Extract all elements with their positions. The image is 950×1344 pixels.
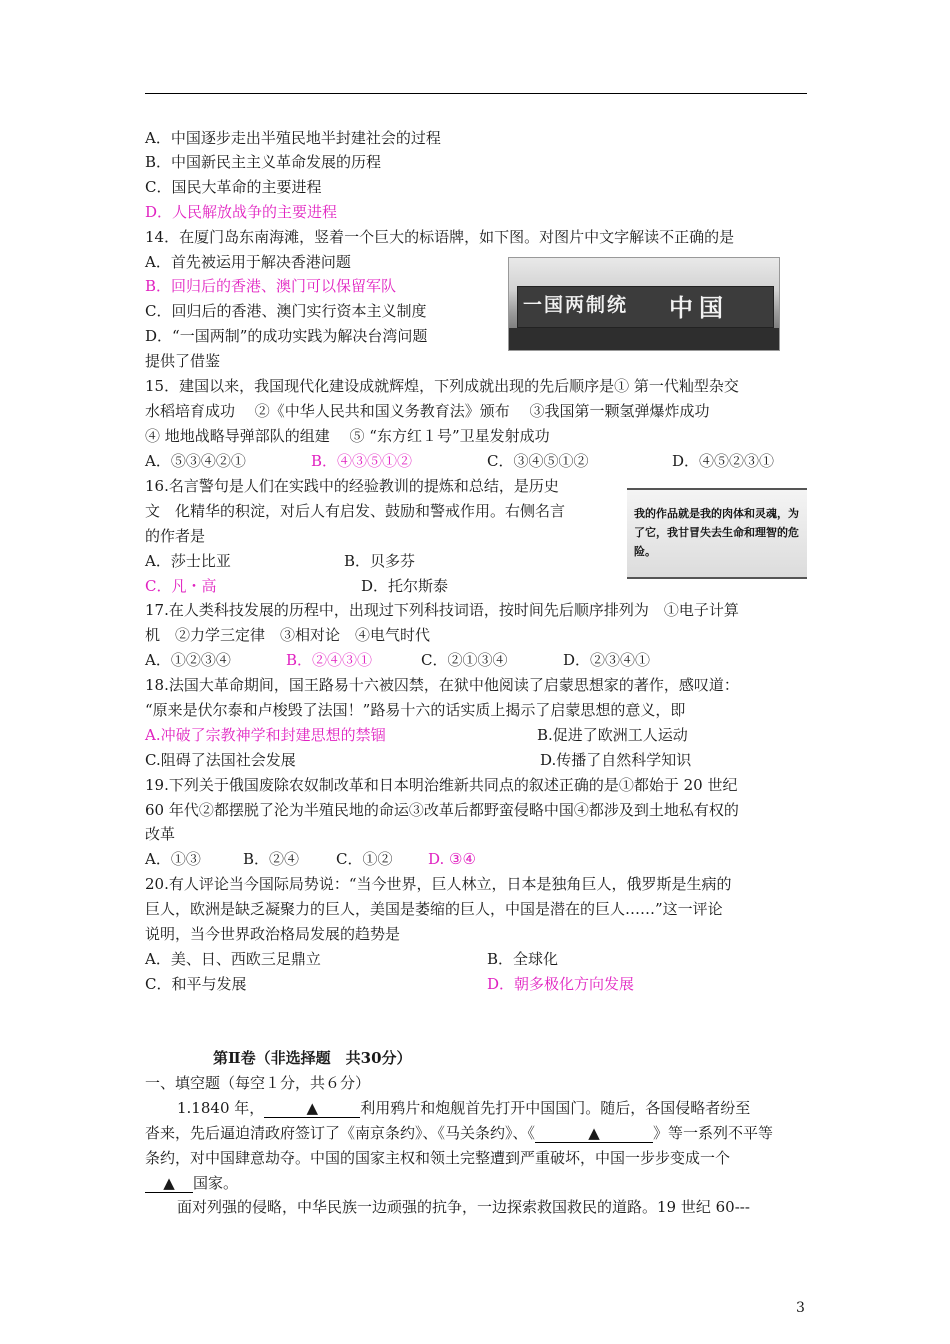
fill-in-line1 — [177, 1096, 750, 1120]
q20-option-b[interactable]: B．全球化 — [487, 950, 559, 968]
q18-option-c[interactable]: C.阻碍了法国社会发展 — [145, 751, 296, 769]
fill-in-line3: 条约，对中国肆意劫夺。中国的国家主权和领土完整遭到严重破坏，中国一步步变成一个 — [145, 1149, 731, 1167]
q19-option-a[interactable]: A．①③ — [145, 850, 201, 868]
q14-option-a[interactable]: A．首先被运用于解决香港问题 — [145, 253, 351, 271]
fill-in-text: 》等一系列不平等 — [653, 1124, 774, 1142]
q19-option-c[interactable]: C．①② — [336, 850, 393, 868]
q18-option-a-answer[interactable]: A.冲破了宗教神学和封建思想的禁锢 — [145, 726, 386, 744]
q14-option-b-answer[interactable]: B．回归后的香港、澳门可以保留军队 — [145, 277, 397, 295]
q15-stem-line2: 水稻培育成功 ②《中华人民共和国义务教育法》颁布 ③我国第一颗氢弹爆炸成功 — [145, 402, 710, 420]
q17-option-c[interactable]: C．②①③④ — [421, 651, 508, 669]
fill-in-line2 — [145, 1121, 773, 1145]
q20-stem-line3: 说明，当今世界政治格局发展的趋势是 — [145, 925, 401, 943]
q20-option-c[interactable]: C．和平与发展 — [145, 975, 247, 993]
q17-option-b-answer[interactable]: B．②④③① — [286, 651, 373, 669]
q18-stem-line2: “原来是伏尔泰和卢梭毁了法国！”路易十六的话实质上揭示了启蒙思想的意义，即 — [145, 701, 686, 719]
q13-option-a[interactable]: A．中国逐步走出半殖民地半封建社会的过程 — [145, 129, 441, 147]
fill-in-line4 — [145, 1171, 238, 1195]
q19-stem-line2: 60 年代②都摆脱了沦为半殖民地的命运③改革后都野蛮侵略中国④都涉及到土地私有权的 — [145, 801, 739, 819]
header-rule — [145, 93, 807, 94]
q13-option-b[interactable]: B．中国新民主主义革命发展的历程 — [145, 153, 382, 171]
slogan-billboard-photo — [508, 257, 780, 351]
q20-stem-line2: 巨人，欧洲是缺乏凝聚力的巨人，美国是萎缩的巨人，中国是潜在的巨人……”这一评论 — [145, 900, 723, 918]
part2-title: 第Ⅱ卷（非选择题 共30分） — [213, 1049, 412, 1067]
fill-in-text: 利用鸦片和炮舰首先打开中国国门。随后，各国侵略者纷至 — [360, 1099, 751, 1117]
q16-option-c-answer[interactable]: C．凡・高 — [145, 577, 217, 595]
q16-stem-line1: 16.名言警句是人们在实践中的经验教训的提炼和总结，是历史 — [145, 477, 559, 495]
q16-stem-line2: 文 化精华的积淀，对后人有启发、鼓励和警戒作用。右侧名言 — [145, 502, 566, 520]
q15-option-b-answer[interactable]: B．④③⑤①② — [311, 452, 413, 470]
q14-stem: 14．在厦门岛东南海滩，竖着一个巨大的标语牌，如下图。对图片中文字解读不正确的是 — [145, 228, 735, 246]
q18-option-d[interactable]: D.传播了自然科学知识 — [540, 751, 692, 769]
q17-stem-line1: 17.在人类科技发展的历程中，出现过下列科技词语，按时间先后顺序排列为 ①电子计算 — [145, 601, 739, 619]
answer-blank-1[interactable]: ▲ — [264, 1099, 360, 1118]
fill-in-text: 国家。 — [193, 1174, 239, 1192]
q14-option-d[interactable]: D．“一国两制”的成功实践为解决台湾问题 — [145, 327, 428, 345]
q16-option-b[interactable]: B．贝多芬 — [344, 552, 416, 570]
q14-option-c[interactable]: C．回归后的香港、澳门实行资本主义制度 — [145, 302, 427, 320]
q18-option-b[interactable]: B.促进了欧洲工人运动 — [537, 726, 688, 744]
q17-option-a[interactable]: A．①②③④ — [145, 651, 231, 669]
fill-in-line5: 面对列强的侵略，中华民族一边顽强的抗争，一边探索救国救民的道路。19 世纪 60--- — [177, 1198, 750, 1216]
q19-option-d-answer[interactable]: D. ③④ — [428, 850, 476, 868]
fill-in-text: 1.1840 年， — [177, 1099, 265, 1117]
q17-option-d[interactable]: D．②③④① — [563, 651, 651, 669]
q14-option-d-cont: 提供了借鉴 — [145, 352, 221, 370]
q15-stem-line3: ④ 地地战略导弹部队的组建 ⑤ “东方红１号”卫星发射成功 — [145, 427, 550, 445]
q18-stem-line1: 18.法国大革命期间，国王路易十六被囚禁，在狱中他阅读了启蒙思想家的著作，感叹道： — [145, 676, 739, 694]
q19-stem-line1: 19.下列关于俄国废除农奴制改革和日本明治维新共同点的叙述正确的是①都始于 20 世纪 — [145, 776, 738, 794]
q15-option-a[interactable]: A．⑤③④②① — [145, 452, 246, 470]
billboard-text-left: 一国两制统 — [523, 294, 629, 316]
q16-option-d[interactable]: D．托尔斯泰 — [361, 577, 449, 595]
q15-option-c[interactable]: C．③④⑤①② — [487, 452, 589, 470]
billboard-text-right: 中国 — [669, 294, 729, 322]
quote-image — [627, 488, 807, 579]
q13-option-c[interactable]: C．国民大革命的主要进程 — [145, 178, 322, 196]
q16-stem-line3: 的作者是 — [145, 527, 206, 545]
answer-blank-3[interactable]: ▲ — [145, 1174, 193, 1193]
fill-in-section-heading: 一、填空题（每空１分，共６分） — [145, 1074, 371, 1092]
q15-stem-line1: 15．建国以来，我国现代化建设成就辉煌，下列成就出现的先后顺序是① 第一代籼型杂交 — [145, 377, 739, 395]
q19-stem-line3: 改革 — [145, 825, 176, 843]
q13-option-d-answer[interactable]: D．人民解放战争的主要进程 — [145, 203, 338, 221]
tree-line — [509, 328, 779, 350]
q15-option-d[interactable]: D．④⑤②③① — [672, 452, 775, 470]
q20-stem-line1: 20.有人评论当今国际局势说：“当今世界，巨人林立，日本是独角巨人，俄罗斯是生病的 — [145, 875, 732, 893]
q17-stem-line2: 机 ②力学三定律 ③相对论 ④电气时代 — [145, 626, 431, 644]
answer-blank-2[interactable]: ▲ — [535, 1124, 653, 1143]
q20-option-a[interactable]: A．美、日、西欧三足鼎立 — [145, 950, 321, 968]
fill-in-text: 沓来，先后逼迫清政府签订了《南京条约》、《马关条约》、《 — [145, 1124, 536, 1142]
quote-text: 我的作品就是我的肉体和灵魂，为了它，我甘冒失去生命和理智的危险。 — [634, 507, 799, 558]
page-number: 3 — [796, 1300, 805, 1316]
q20-option-d-answer[interactable]: D．朝多极化方向发展 — [487, 975, 635, 993]
q16-option-a[interactable]: A．莎士比亚 — [145, 552, 231, 570]
q19-option-b[interactable]: B．②④ — [243, 850, 300, 868]
